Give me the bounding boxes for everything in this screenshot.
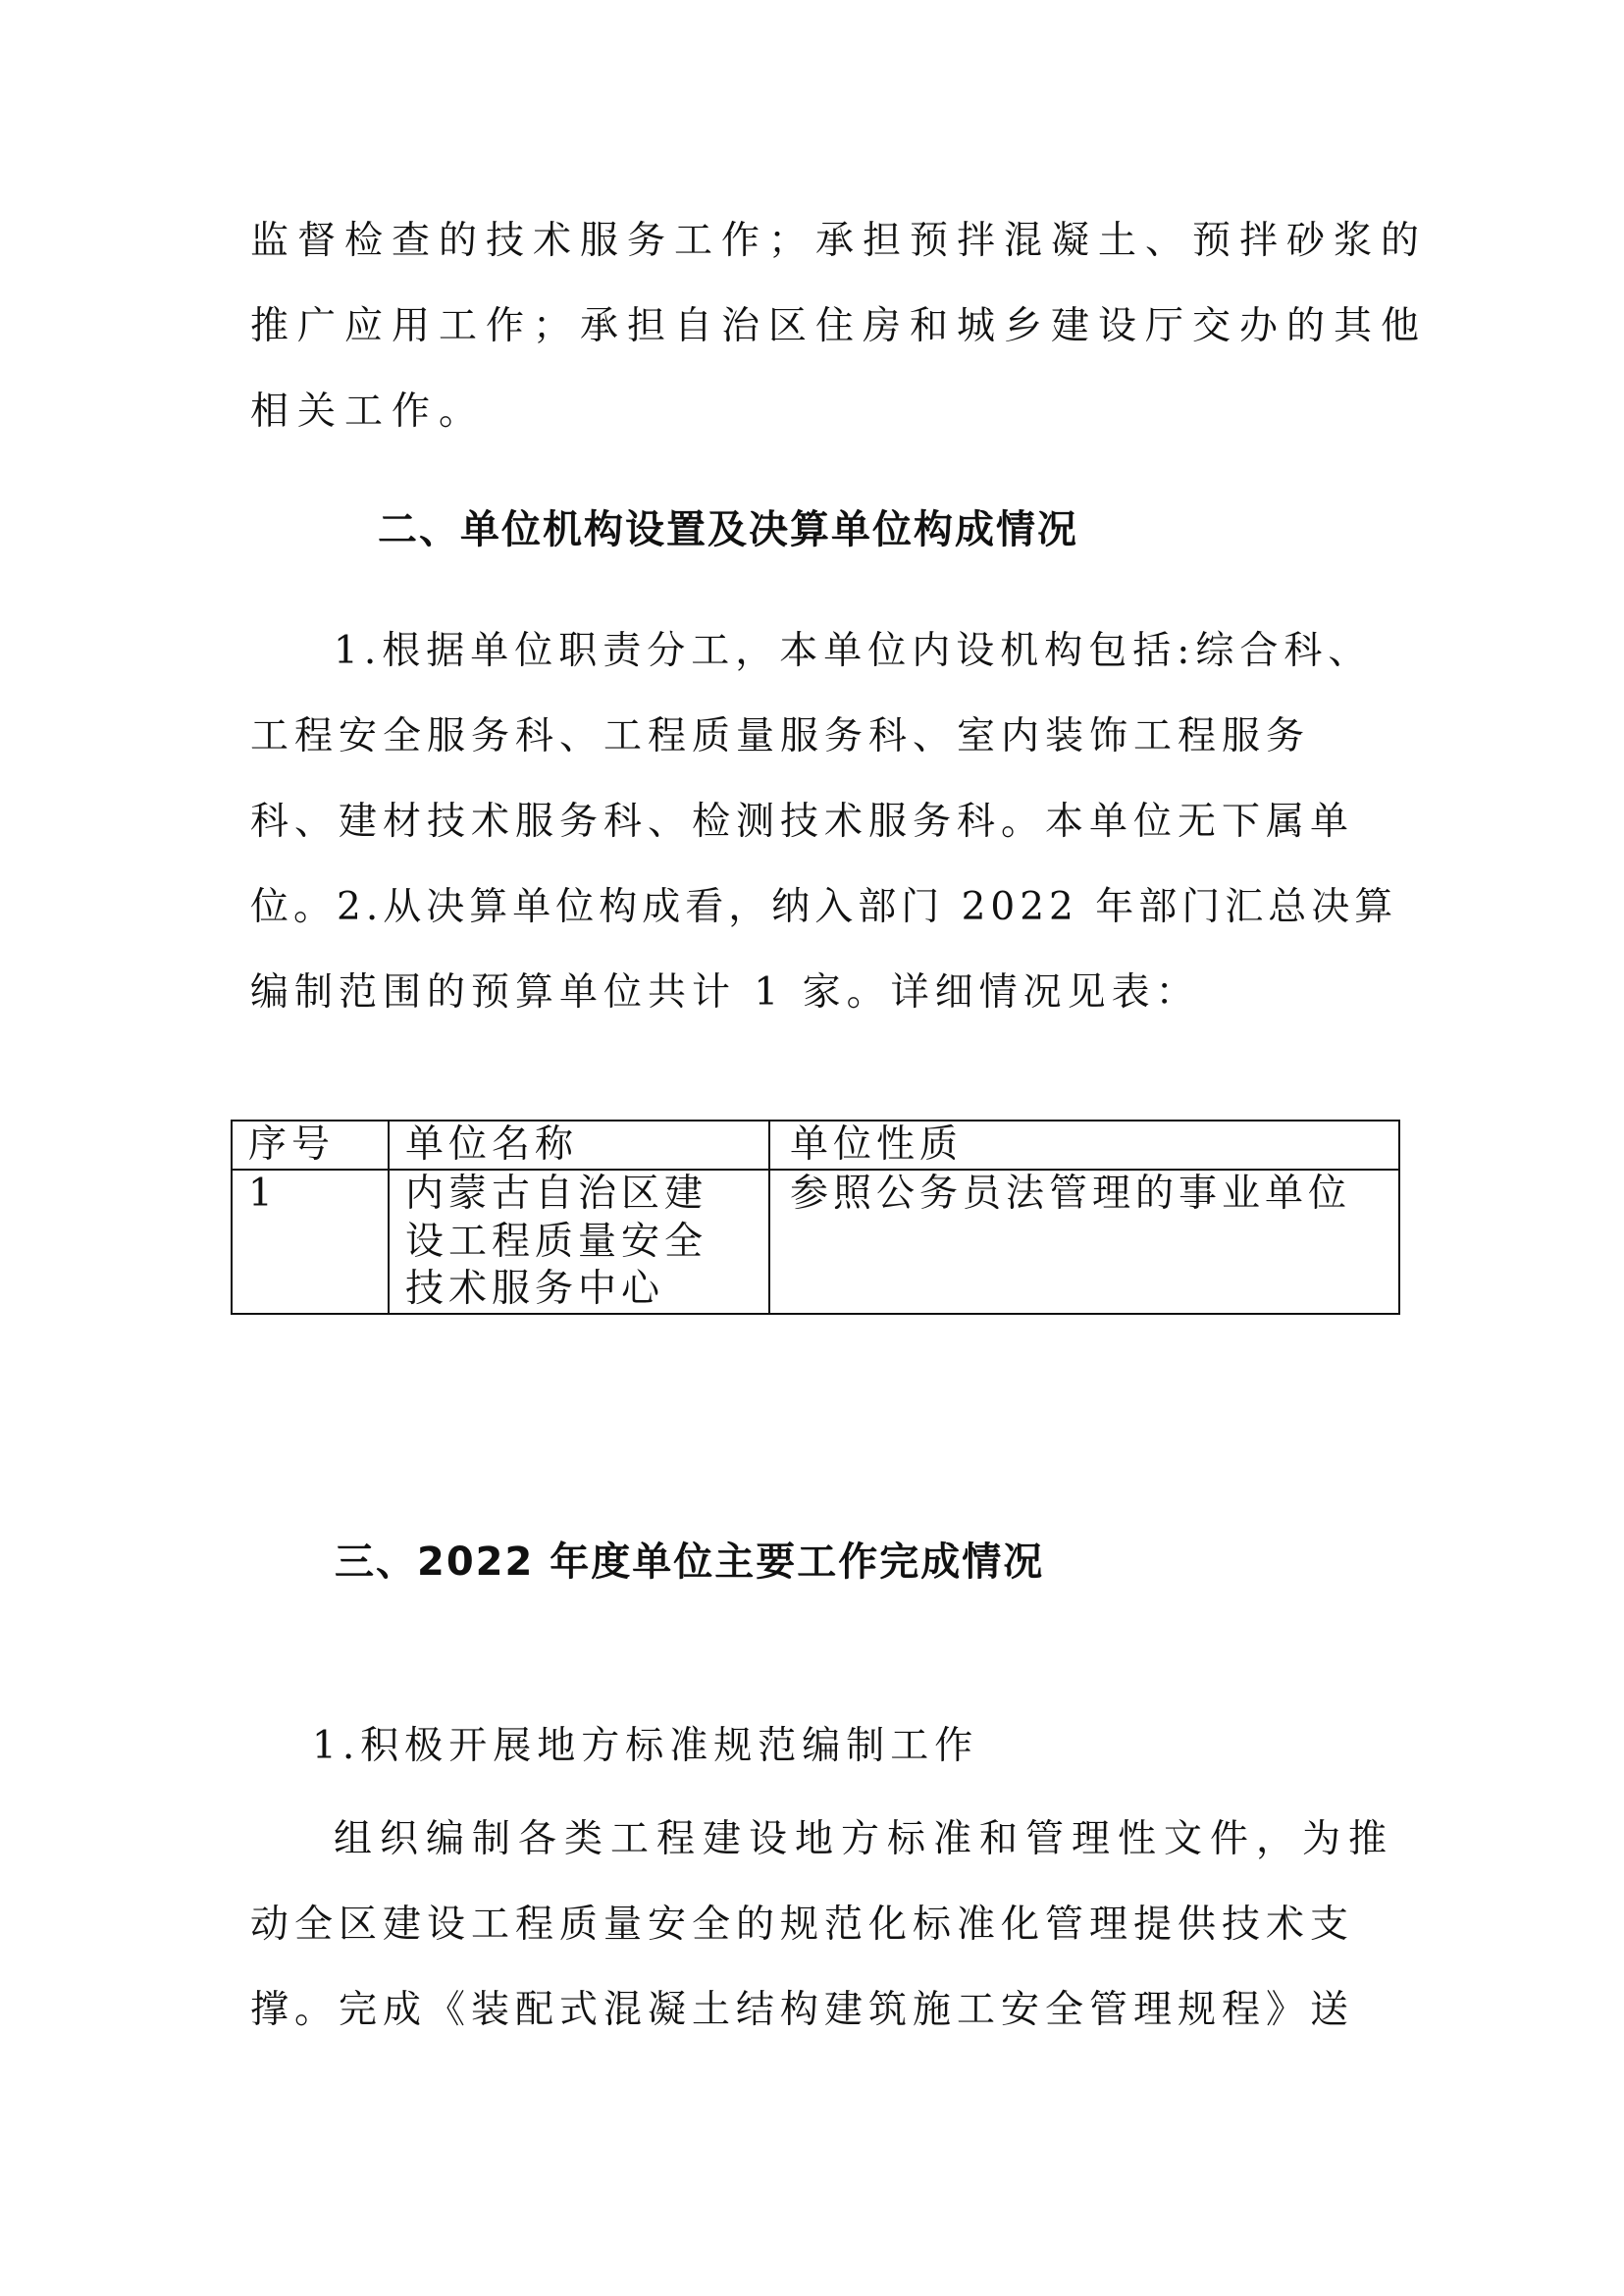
paragraph-line: 动全区建设工程质量安全的规范化标准化管理提供技术支: [250, 1903, 1355, 1947]
paragraph-line: 1.根据单位职责分工，本单位内设机构包括:综合科、: [334, 629, 1373, 673]
section-heading: 二、单位机构设置及决算单位构成情况: [378, 507, 1078, 552]
intro-line: 相关工作。: [250, 390, 487, 434]
table-row: [232, 1170, 1399, 1314]
header-unit-name: 单位名称: [389, 1121, 769, 1170]
intro-line: 监督检查的技术服务工作；承担预拌混凝土、预拌砂浆的: [250, 219, 1429, 263]
paragraph-line: 工程安全服务科、工程质量服务科、室内装饰工程服务: [250, 714, 1311, 758]
subsection-heading: 1.积极开展地方标准规范编制工作: [312, 1724, 979, 1768]
unit-name-line: 内蒙古自治区建: [405, 1172, 708, 1217]
header-unit-nature: 单位性质: [769, 1121, 1399, 1170]
section-heading: 三、2022 年度单位主要工作完成情况: [335, 1539, 1045, 1585]
paragraph-line: 组织编制各类工程建设地方标准和管理性文件，为推: [334, 1817, 1395, 1861]
unit-name-line: 设工程质量安全: [405, 1219, 708, 1264]
table-header-row: [232, 1121, 1399, 1170]
budget-unit-table: [231, 1120, 1400, 1315]
cell-unit-name: [389, 1170, 769, 1314]
cell-unit-nature: 参照公务员法管理的事业单位: [769, 1170, 1399, 1314]
cell-index: 1: [232, 1170, 389, 1314]
paragraph-line: 编制范围的预算单位共计 1 家。详细情况见表：: [250, 970, 1200, 1015]
paragraph-line: 科、建材技术服务科、检测技术服务科。本单位无下属单: [250, 800, 1355, 844]
paragraph-line: 撑。完成《装配式混凝土结构建筑施工安全管理规程》送: [250, 1988, 1355, 2032]
intro-line: 推广应用工作；承担自治区住房和城乡建设厅交办的其他: [250, 304, 1429, 348]
unit-name-line: 技术服务中心: [405, 1267, 665, 1312]
paragraph-line: 位。2.从决算单位构成看，纳入部门 2022 年部门汇总决算: [250, 885, 1398, 929]
header-index: 序号: [232, 1121, 389, 1170]
